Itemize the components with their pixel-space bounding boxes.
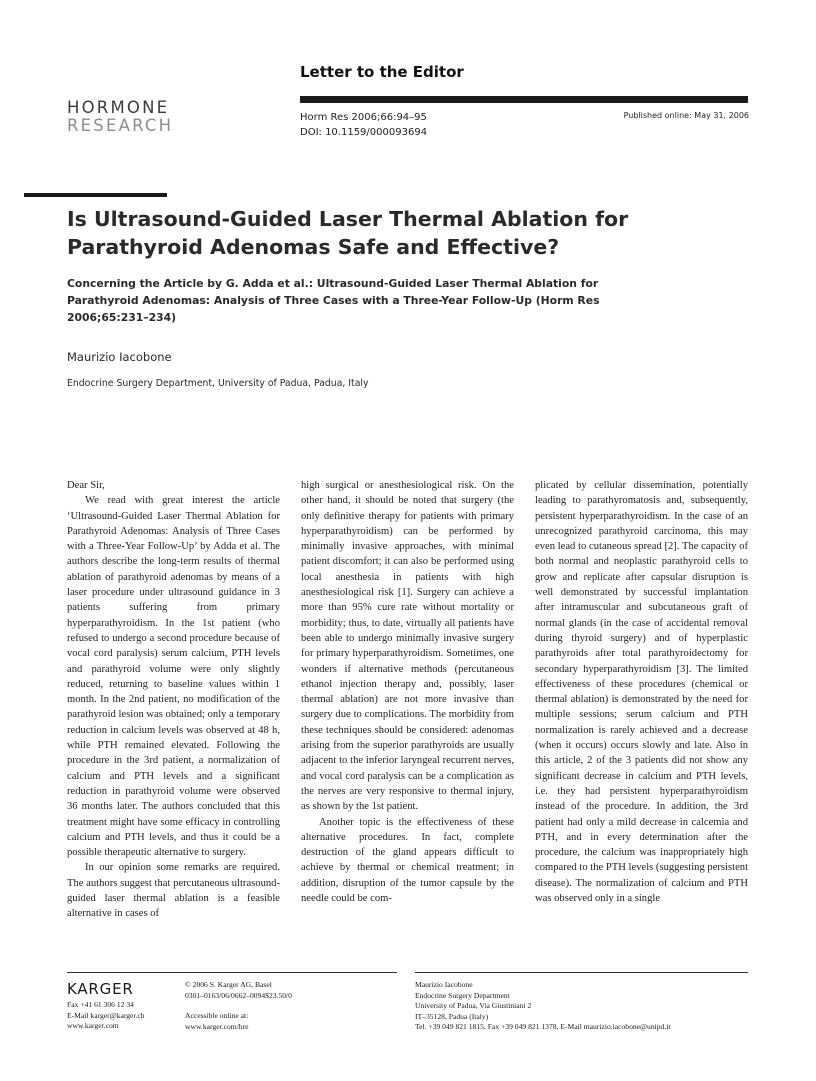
section-label: Letter to the Editor xyxy=(300,63,464,81)
corr-name: Maurizio Iacobone xyxy=(415,980,473,989)
title-line: Parathyroid Adenomas Safe and Effective? xyxy=(67,235,560,259)
correspondence-address xyxy=(415,980,670,1033)
publisher-fax: Fax +41 61 306 12 34 xyxy=(67,1000,134,1009)
published-date: Published online: May 31, 2006 xyxy=(623,111,749,120)
access-label: Accessible online at: xyxy=(185,1011,249,1020)
subtitle-line: 2006;65:231–234) xyxy=(67,311,177,324)
issn: 0301–0163/06/0662–0094$23.50/0 xyxy=(185,990,292,1000)
journal-logo xyxy=(67,99,173,135)
footer-rule xyxy=(415,972,748,973)
paragraph: We read with great interest the article ‘Ultrasound-Guided Laser Thermal Ablation for Parathyroid Adenomas: Analysis of Three Cases with a Three-Year Follow-Up’ by Adda et al. The authors describe the long-term results of thermal ablation of parathyroid adenomas by means of a laser procedure under ultrasound guidance in 3 patients suffering from primary hyperparathyroidism. In the 1st patient (who refused to undergo a second procedure because of vocal cord paralysis) serum calcium, PTH levels and parathyroid volume were only slightly reduced, returning to baseline values within 1 month. In the 2nd patient, no modification of the parathyroid lesion was obtained; only a temporary reduction in calcium levels was observed at 48 h, while PTH remained elevated. Following the procedure in the 3rd patient, a normalization of calcium and PTH levels and a significant reduction in parathyroid volume were observed 36 months later. The authors concluded that this treatment might have some efficacy in controlling calcium and PTH levels, and thus it could be a possible therapeutic alternative to surgery. xyxy=(67,495,280,859)
access-url[interactable]: www.karger.com/hre xyxy=(185,1021,249,1031)
author-name: Maurizio Iacobone xyxy=(67,350,172,364)
corr-contact: Tel. +39 049 821 1815, Fax +39 049 821 1378, E-Mail maurizio.iacobone@unipd.it xyxy=(415,1022,671,1032)
paragraph: high surgical or anesthesiological risk. On the other hand, it should be noted that surgery (the only definitive therapy for patients with primary hyperparathyroidism) can be performed by minimally invasive approaches, with minimal patient discomfort; it can also be performed using local anesthesia in patients with high anesthesiological risk [1]. Surgery can achieve a more than 95% cure rate without mortality or morbidity; thus, to date, virtually all patients have been able to undergo minimally invasive surgery for primary hyperparathyroidism. Sometimes, one wonders if alternative methods (percutaneous ethanol injection therapy and, possibly, laser thermal ablation) are not more invasive than surgery due to complications. The morbidity from these techniques should be considered: adenomas arising from the superior parathyroids are usually adjacent to the inferior laryngeal recurrent nerves, and vocal cord paralysis can be a complication as the nerves are very responsive to thermal injury, as shown by the 1st patient. xyxy=(301,480,514,813)
title-rule xyxy=(24,193,167,197)
copyright: © 2006 S. Karger AG, Basel xyxy=(185,980,272,989)
corr-dept: Endocrine Surgery Department xyxy=(415,990,510,1000)
citation-line: Horm Res 2006;66:94–95 xyxy=(300,112,427,123)
paragraph: Another topic is the effectiveness of these alternative procedures. In fact, complete destruction of the gland appears difficult to achieve by thermal or chemical treatment; in addition, disruption of the tumor capsule by the needle could be com- xyxy=(301,816,514,905)
citation xyxy=(300,110,427,140)
subtitle-line: Parathyroid Adenomas: Analysis of Three Cases with a Three-Year Follow-Up (Horm Res xyxy=(67,294,600,307)
publisher-email[interactable]: E-Mail karger@karger.ch xyxy=(67,1010,145,1020)
body-column-2 xyxy=(301,478,514,906)
footer-rule xyxy=(67,972,397,973)
doi-line: DOI: 10.1159/000093694 xyxy=(300,127,428,138)
journal-name-line1: HORMONE xyxy=(67,98,170,117)
author-affiliation: Endocrine Surgery Department, University of Padua, Padua, Italy xyxy=(67,378,369,389)
header-bar xyxy=(300,96,748,103)
corr-address: University of Padua, Via Giustiniani 2 xyxy=(415,1001,532,1011)
copyright-block xyxy=(185,980,292,1001)
body-column-3 xyxy=(535,478,748,906)
corr-city: IT–35128, Padua (Italy) xyxy=(415,1011,489,1021)
title-line: Is Ultrasound-Guided Laser Thermal Ablation for xyxy=(67,207,629,231)
access-block xyxy=(185,1011,248,1032)
paragraph: plicated by cellular dissemination, potentially leading to parathyromatosis and, subsequently, persistent hyperparathyroidism. In the case of an unrecognized parathyroid carcinoma, this may even lead to cutaneous spread [2]. The capacity of both normal and neoplastic parathyroid cells to grow and replicate after capsular disruption is well demonstrated by successful implantation after intramuscular and subcutaneous graft of normal glands (in the case of accidental removal during thyroid surgery) and of hyperplastic parathyroids after total parathyroidectomy for secondary hyperparathyroidism [3]. The limited effectiveness of these procedures (chemical or thermal ablation) is demonstrated by the need for multiple sessions; serum calcium and PTH normalization is rarely achieved and a decrease (when it occurs) occurs slowly and late. Also in this article, 2 of the 3 patients did not show any significant decrease in calcium and PTH levels, i.e. they had persistent hyperparathyroidism instead of the procedure. In addition, the 3rd patient had only a mild decrease in calcemia and PTH, and in every determination after the procedure, the calcium was inappropriately high compared to the PTH levels (suggesting persistent disease). The normalization of calcium and PTH was observed only in a single xyxy=(535,480,749,905)
publisher-website[interactable]: www.karger.com xyxy=(67,1021,119,1031)
paragraph: In our opinion some remarks are required. The authors suggest that percutaneous ultrasound-guided laser thermal ablation is a feasible alternative in cases of xyxy=(67,862,280,920)
publisher-contact xyxy=(67,1000,145,1032)
journal-name-line2: RESEARCH xyxy=(67,116,174,135)
salutation: Dear Sir, xyxy=(67,480,105,491)
article-title xyxy=(67,205,707,261)
publisher-logo: KARGER xyxy=(67,980,134,998)
article-subtitle xyxy=(67,275,627,326)
body-column-1 xyxy=(67,478,280,922)
subtitle-line: Concerning the Article by G. Adda et al.: Ultrasound-Guided Laser Thermal Ablation for xyxy=(67,277,599,290)
